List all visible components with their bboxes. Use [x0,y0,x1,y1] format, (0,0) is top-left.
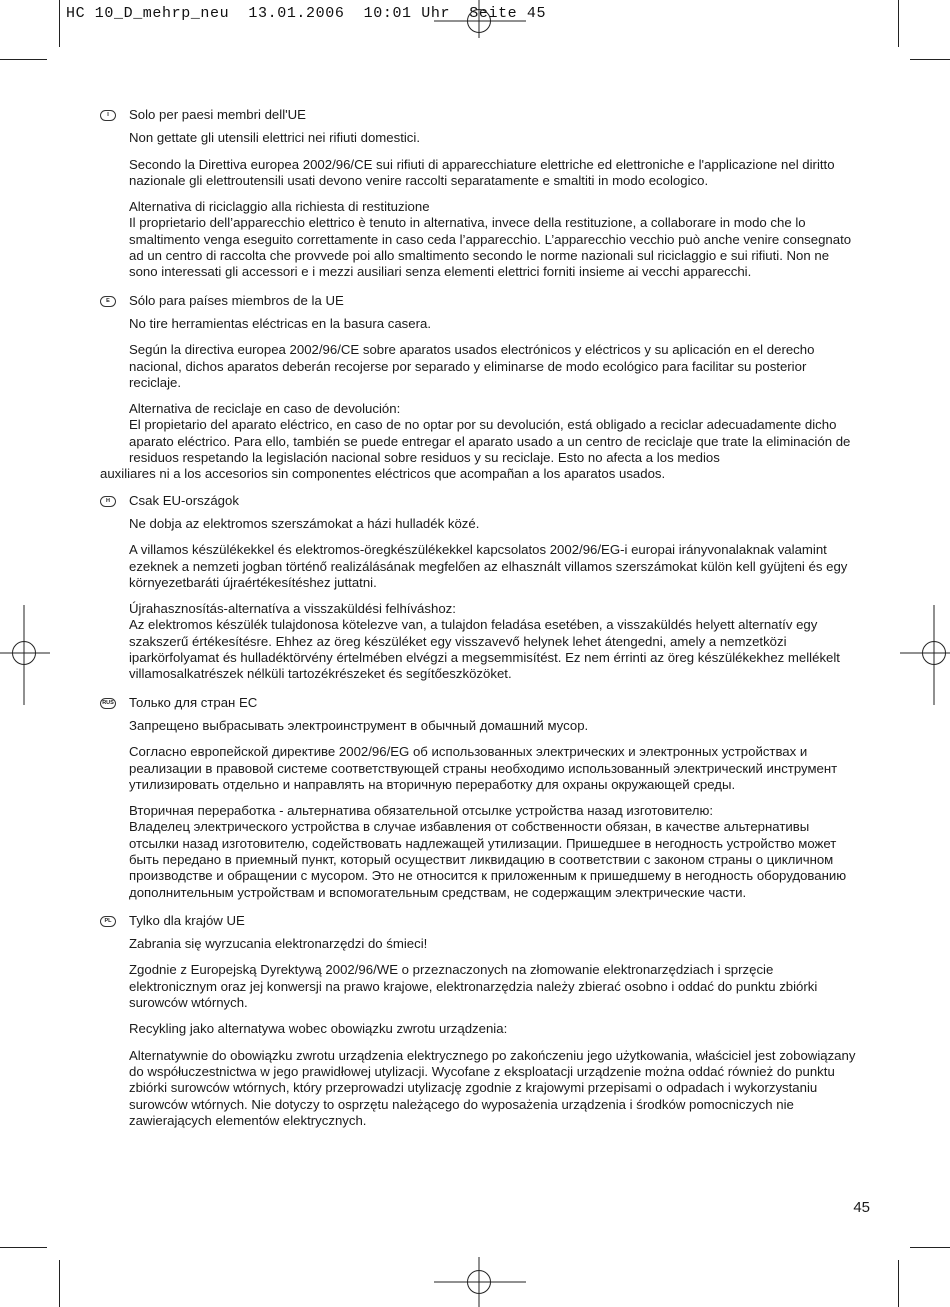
section-spanish [100,293,860,483]
paragraph [129,803,860,901]
section-russian [100,695,860,901]
paragraph: Ne dobja az elektromos szerszámokat a házi hulladék közé. [129,515,480,531]
paragraph [129,401,860,466]
crop-mark-top-right-h [910,59,950,60]
page-number: 45 [853,1199,870,1216]
print-header: HC 10_D_mehrp_neu 13.01.2006 10:01 Uhr Seite 45 [66,5,547,22]
paragraph: Alternatywnie do obowiązku zwrotu urządzenia elektrycznego po zakończeniu jego użytkowania, właściciel jest zobowiązany do współuczestnictwa w jego prawidłowej utylizacji. Wycofane z eksploatacji urządzenie można oddać również do punktu zbiórki surowców wtórnych, który przeprowadzi utylizację zgodnie z krajowymi przepisami o odpadach i wykorzystaniu surowców wtórnych. Nie dotyczy to osprzętu należącego do wyposażenia urządzenia i środków pomocniczych nie zawierających elementów elektrycznych. [129,1047,856,1128]
crop-mark-bottom-right-h [910,1247,950,1248]
registration-mark-right-icon [900,605,950,705]
section-polish [100,913,860,1129]
paragraph [129,199,860,280]
section-hungarian [100,493,860,683]
paragraph: Согласно европейской директиве 2002/96/EG об использованных электрических и электронных устройствах и реализации в правовой системе соответствующей страны необходимо использованный электрический инструмент утилизировать отдельно и направлять на вторичную переработку для охраны окружающей среды. [129,744,838,792]
paragraph-heading: Recykling jako alternatywa wobec obowiązku zwrotu urządzenia: [129,1021,508,1037]
paragraph: No tire herramientas eléctricas en la basura casera. [129,315,431,331]
paragraph: Запрещено выбрасывать электроинструмент в обычный домашний мусор. [129,717,589,733]
paragraph: Según la directiva europea 2002/96/CE sobre aparatos usados electrónicos y eléctricos y su aplicación en el derecho nacional, dichos aparatos deberán recojerse por separado y eliminarse de modo ecológico para facilitar su posterior reciclaje. [129,342,815,390]
crop-mark-top-right-v [898,0,899,47]
section-title: Tylko dla krajów UE [129,912,245,928]
crop-mark-bottom-left-v [59,1260,60,1307]
section-title: Только для стран ЕС [129,694,258,710]
paragraph: Zabrania się wyrzucania elektronarzędzi do śmieci! [129,936,428,952]
crop-mark-top-left-v [59,0,60,47]
registration-mark-top-icon [430,0,530,38]
language-badge-icon: RUS [100,698,116,709]
paragraph-continuation: auxiliares ni a los accesorios sin componentes eléctricos que acompañan a los aparatos usados. [100,466,666,482]
language-badge-icon: E [100,296,116,307]
crop-mark-bottom-left-h [0,1247,47,1248]
registration-mark-bottom-icon [430,1257,530,1307]
paragraph-body: Владелец электрического устройства в случае избавления от собственности обязан, в качестве альтернативы отсылки назад изготовителю, содействовать надлежащей утилизации. Пришедшее в негодность устройство может быть передано в приемный пункт, который осуществит ликвидацию в соответствии с законом страны о цикличном производстве и обращении с мусором. Это не относится к приложенным к пришедшему в негодность оборудованию дополнительным устройствам и вспомогательным средствам, не содержащим электрические части. [129,819,847,900]
paragraph-heading: Alternativa di riciclaggio alla richiesta di restituzione [129,199,430,215]
language-badge-icon: I [100,110,116,121]
paragraph: Secondo la Direttiva europea 2002/96/CE sui rifiuti di apparecchiature elettriche ed elettroniche e l'applicazione nel diritto nazionale gli elettroutensili usati devono venire raccolti separatamente e smaltiti in modo ecologico. [129,156,835,188]
language-badge-icon: H [100,496,116,507]
registration-mark-left-icon [0,605,50,705]
paragraph-heading: Alternativa de reciclaje en caso de devolución: [129,401,401,417]
paragraph: Zgodnie z Europejską Dyrektywą 2002/96/WE o przeznaczonych na złomowanie elektronarzędziach i sprzęcie elektronicznym oraz jej konwersji na prawo krajowe, elektronarzędzia należy zbierać osobno i oddać do punktu zbiórki surowców wtórnych. [129,962,818,1011]
language-badge-icon: PL [100,916,116,927]
crop-mark-top-left-h [0,59,47,60]
paragraph-body: El propietario del aparato eléctrico, en caso de no optar por su devolución, está obligado a reciclar adecuadamente dicho aparato eléctrico. Para ello, también se puede entregar el aparato usado a un centro de reciclaje que trate la eliminación de residuos respetando la legislación nacional sobre residuos y su reciclaje. Esto no afecta a los medios [129,417,851,466]
paragraph-body: Az elektromos készülék tulajdonosa kötelezve van, a tulajdon feladása esetében, a visszaküldés helyett alternatív egy szakszerű értékesítésre. Ehhez az öreg készüléket egy visszavevő helynek lehet átengedni, amely a nemzetközi iparkörfolyamat és hulladéktörvény értelmében elvégzi a megsemmisítést. Ez nem érrinti az öreg készülékekhez mellékelt villamosalkatrészek nélküli tartozékrészeket és segítőeszközöket. [129,617,840,682]
paragraph: Non gettate gli utensili elettrici nei rifiuti domestici. [129,130,420,146]
paragraph [129,601,860,682]
paragraph-body: Il proprietario dell’apparecchio elettrico è tenuto in alternativa, invece della restituzione, a collaborare in modo che lo smaltimento venga eseguito correttamente in caso ceda l’apparecchio. L’apparecchio vecchio può anche venire consegnato ad un centro di raccolta che provvede poi allo smaltimento secondo le norme nazionali sul riciclaggio e sui rifiuti. Non ne sono interessati gli accessori e i mezzi ausiliari senza elementi elettrici forniti insieme ai vecchi apparecchi. [129,215,852,280]
document-body [100,107,860,1139]
section-title: Sólo para países miembros de la UE [129,292,344,308]
paragraph: A villamos készülékekkel és elektromos-öregkészülékekkel kapcsolatos 2002/96/EG-i europai irányvonalaknak valamint ezeknek a nemzeti jogban történő realizálásának megfelően az elhasznált villamos szerszámokat külön kell gyüjteni és egy környezetbaráti újraértékesítéshez juttatni. [129,542,848,590]
section-title: Solo per paesi membri dell'UE [129,107,306,122]
paragraph-heading: Újrahasznosítás-alternatíva a visszaküldési felhíváshoz: [129,601,456,617]
section-title: Csak EU-országok [129,492,239,508]
crop-mark-bottom-right-v [898,1260,899,1307]
section-italian [100,107,860,281]
paragraph-heading: Вторичная переработка - альтернатива обязательной отсылке устройства назад изготовителю: [129,803,714,819]
